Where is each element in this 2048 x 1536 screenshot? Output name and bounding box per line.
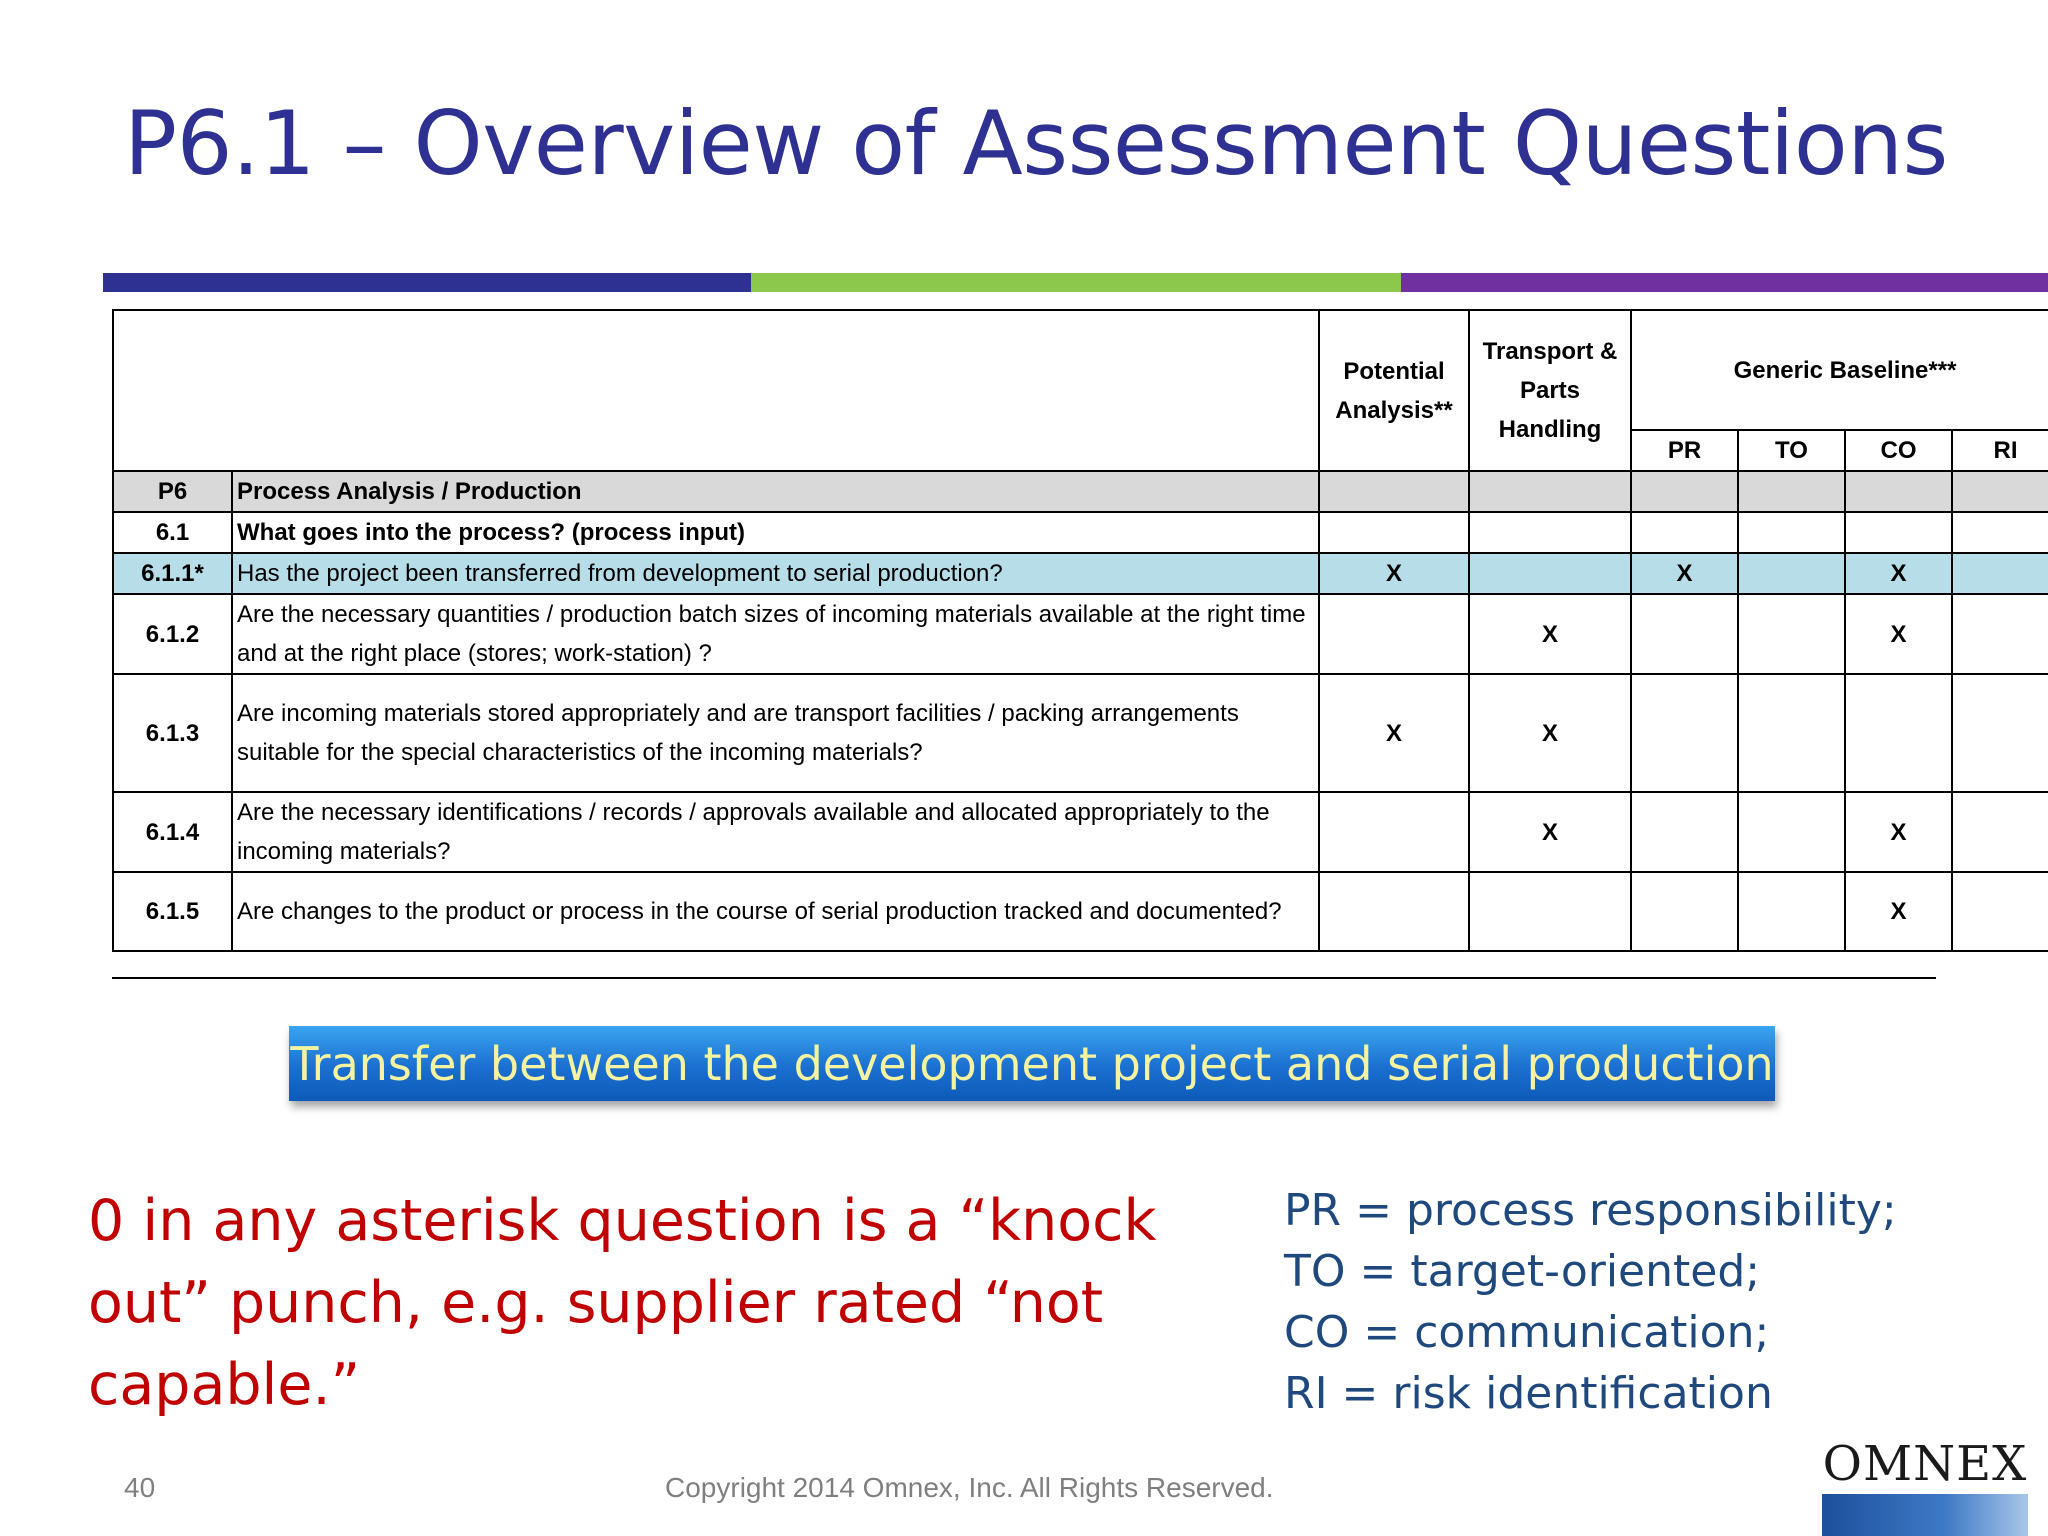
row-question: Has the project been transferred from development to serial production? bbox=[232, 553, 1319, 594]
mark-ri bbox=[1952, 512, 2048, 553]
legend-item-pr: PR = process responsibility; bbox=[1284, 1185, 1897, 1236]
table-row bbox=[113, 471, 2048, 512]
banner-text: Transfer between the development project and serial production bbox=[290, 1036, 1774, 1091]
row-question: Process Analysis / Production bbox=[232, 471, 1319, 512]
transfer-banner bbox=[289, 1026, 1775, 1101]
row-id: 6.1.4 bbox=[113, 792, 232, 872]
copyright-footer: Copyright 2014 Omnex, Inc. All Rights Reserved. bbox=[665, 1472, 1274, 1503]
mark-co bbox=[1845, 471, 1952, 512]
table-row bbox=[113, 674, 2048, 792]
header-pr: PR bbox=[1631, 430, 1738, 471]
mark-potential: X bbox=[1319, 553, 1469, 594]
mark-transport bbox=[1469, 553, 1631, 594]
mark-pr bbox=[1631, 872, 1738, 951]
header-potential-analysis: Potential Analysis** bbox=[1319, 310, 1469, 471]
abbreviation-legend bbox=[1284, 1180, 1897, 1424]
mark-pr bbox=[1631, 471, 1738, 512]
assessment-questions-table bbox=[112, 309, 2048, 952]
logo-wordmark: OMNEX bbox=[1822, 1436, 2028, 1492]
header-ri: RI bbox=[1952, 430, 2048, 471]
mark-potential bbox=[1319, 512, 1469, 553]
mark-ri bbox=[1952, 872, 2048, 951]
mark-to bbox=[1738, 792, 1845, 872]
mark-pr: X bbox=[1631, 553, 1738, 594]
slide-title: P6.1 – Overview of Assessment Questions bbox=[124, 92, 1948, 195]
table-row bbox=[113, 594, 2048, 674]
knockout-note: 0 in any asterisk question is a “knock out” punch, e.g. supplier rated “not capable.” bbox=[88, 1188, 1157, 1418]
row-question: Are incoming materials stored appropriately and are transport facilities / packing arrangements suitable for the special characteristics of the incoming materials? bbox=[232, 674, 1319, 792]
table-row bbox=[113, 512, 2048, 553]
mark-co: X bbox=[1845, 792, 1952, 872]
row-id: 6.1.2 bbox=[113, 594, 232, 674]
mark-potential bbox=[1319, 594, 1469, 674]
mark-transport bbox=[1469, 872, 1631, 951]
mark-pr bbox=[1631, 594, 1738, 674]
table-bottom-rule bbox=[112, 977, 1936, 979]
mark-to bbox=[1738, 674, 1845, 792]
header-transport-parts-handling: Transport & Parts Handling bbox=[1469, 310, 1631, 471]
mark-co: X bbox=[1845, 553, 1952, 594]
row-question: Are changes to the product or process in the course of serial production tracked and documented? bbox=[232, 872, 1319, 951]
mark-co bbox=[1845, 512, 1952, 553]
mark-ri bbox=[1952, 471, 2048, 512]
header-generic-baseline: Generic Baseline*** bbox=[1631, 310, 2048, 430]
mark-pr bbox=[1631, 792, 1738, 872]
row-id: 6.1.5 bbox=[113, 872, 232, 951]
accent-bar-green bbox=[751, 273, 1401, 292]
header-co: CO bbox=[1845, 430, 1952, 471]
omnex-logo bbox=[1820, 1436, 2030, 1536]
mark-potential: X bbox=[1319, 674, 1469, 792]
row-question: Are the necessary identifications / records / approvals available and allocated appropriately to the incoming materials? bbox=[232, 792, 1319, 872]
mark-pr bbox=[1631, 512, 1738, 553]
mark-ri bbox=[1952, 594, 2048, 674]
mark-pr bbox=[1631, 674, 1738, 792]
accent-bar-blue bbox=[103, 273, 751, 292]
mark-to bbox=[1738, 471, 1845, 512]
legend-item-ri: RI = risk identification bbox=[1284, 1368, 1773, 1419]
mark-co: X bbox=[1845, 594, 1952, 674]
page-number: 40 bbox=[124, 1472, 156, 1503]
table-row bbox=[113, 792, 2048, 872]
row-id: P6 bbox=[113, 471, 232, 512]
header-blank-cell bbox=[113, 310, 1319, 471]
accent-bar-purple bbox=[1401, 273, 2048, 292]
mark-transport bbox=[1469, 512, 1631, 553]
logo-band bbox=[1822, 1494, 2028, 1536]
table-row bbox=[113, 872, 2048, 951]
mark-transport: X bbox=[1469, 594, 1631, 674]
row-question: Are the necessary quantities / production batch sizes of incoming materials available at the right time and at the right place (stores; work-station) ? bbox=[232, 594, 1319, 674]
row-id: 6.1 bbox=[113, 512, 232, 553]
table-row-highlighted bbox=[113, 553, 2048, 594]
mark-to bbox=[1738, 553, 1845, 594]
mark-transport bbox=[1469, 471, 1631, 512]
mark-potential bbox=[1319, 792, 1469, 872]
row-id: 6.1.3 bbox=[113, 674, 232, 792]
mark-potential bbox=[1319, 471, 1469, 512]
mark-to bbox=[1738, 594, 1845, 674]
mark-ri bbox=[1952, 674, 2048, 792]
mark-to bbox=[1738, 512, 1845, 553]
mark-potential bbox=[1319, 872, 1469, 951]
legend-item-to: TO = target-oriented; bbox=[1284, 1246, 1761, 1297]
mark-to bbox=[1738, 872, 1845, 951]
mark-ri bbox=[1952, 553, 2048, 594]
mark-co bbox=[1845, 674, 1952, 792]
mark-transport: X bbox=[1469, 674, 1631, 792]
row-id: 6.1.1* bbox=[113, 553, 232, 594]
mark-ri bbox=[1952, 792, 2048, 872]
mark-transport: X bbox=[1469, 792, 1631, 872]
header-to: TO bbox=[1738, 430, 1845, 471]
row-question: What goes into the process? (process input) bbox=[232, 512, 1319, 553]
legend-item-co: CO = communication; bbox=[1284, 1307, 1770, 1358]
mark-co: X bbox=[1845, 872, 1952, 951]
